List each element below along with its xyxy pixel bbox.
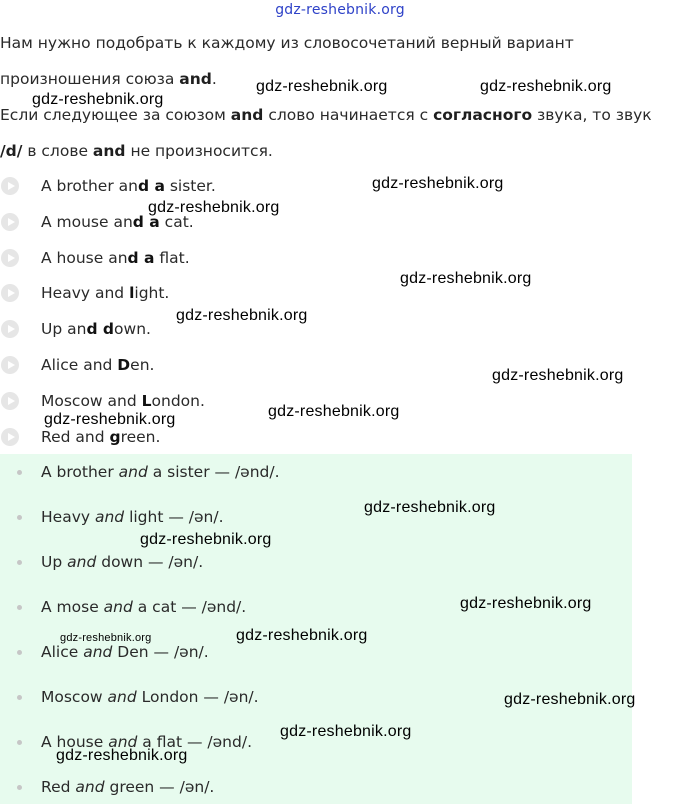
play-icon[interactable] [1, 320, 19, 338]
bullet-icon [17, 785, 22, 790]
bullet-icon [17, 695, 22, 700]
play-icon[interactable] [1, 428, 19, 446]
audio-item-text: A mouse and a cat. [41, 213, 194, 231]
answer-item [0, 775, 600, 799]
intro-line-2: произношения союза and. [0, 70, 217, 88]
watermark: gdz-reshebnik.org [268, 403, 400, 420]
watermark: gdz-reshebnik.org [140, 531, 272, 548]
bullet-icon [17, 605, 22, 610]
bullet-icon [17, 740, 22, 745]
answer-text: Moscow and London — /ən/. [41, 688, 259, 706]
intro-line-1: Нам нужно подобрать к каждому из словосочетаний верный вариант [0, 34, 574, 52]
audio-item [0, 353, 340, 377]
watermark: gdz-reshebnik.org [280, 723, 412, 740]
watermark: gdz-reshebnik.org [364, 499, 496, 516]
play-icon[interactable] [1, 177, 19, 195]
answer-text: Up and down — /ən/. [41, 553, 204, 571]
audio-item-text: Moscow and London. [41, 392, 205, 410]
watermark: gdz-reshebnik.org [400, 270, 532, 287]
audio-item-text: Alice and Den. [41, 356, 155, 374]
watermark: gdz-reshebnik.org [32, 91, 164, 108]
answer-text: Alice and Den — /ən/. [41, 643, 209, 661]
answer-text: Heavy and light — /ən/. [41, 508, 224, 526]
answer-item [0, 505, 600, 529]
watermark: gdz-reshebnik.org [372, 175, 504, 192]
bullet-icon [17, 515, 22, 520]
audio-item [0, 174, 340, 198]
play-icon[interactable] [1, 356, 19, 374]
intro-line-3: Если следующее за союзом and слово начинается с согласного звука, то звук [0, 106, 652, 124]
answer-text: A brother and a sister — /ənd/. [41, 463, 280, 481]
watermark: gdz-reshebnik.org [236, 627, 368, 644]
watermark: gdz-reshebnik.org [504, 691, 636, 708]
bullet-icon [17, 650, 22, 655]
watermark: gdz-reshebnik.org [176, 307, 308, 324]
watermark: gdz-reshebnik.org [480, 78, 612, 95]
play-icon[interactable] [1, 249, 19, 267]
audio-item-text: Heavy and light. [41, 284, 170, 302]
intro-line-4: /d/ в слове and не произносится. [0, 142, 273, 160]
watermark: gdz-reshebnik.org [60, 632, 152, 644]
answer-text: A house and a flat — /ənd/. [41, 733, 252, 751]
watermark: gdz-reshebnik.org [256, 78, 388, 95]
answer-item [0, 460, 600, 484]
watermark: gdz-reshebnik.org [148, 199, 280, 216]
audio-item [0, 246, 340, 270]
bullet-icon [17, 470, 22, 475]
answer-text: A mose and a cat — /ənd/. [41, 598, 247, 616]
audio-item-text: Up and down. [41, 320, 151, 338]
audio-item-text: A brother and a sister. [41, 177, 216, 195]
audio-item [0, 281, 340, 305]
header-watermark: gdz-reshebnik.org [275, 2, 405, 18]
answer-item [0, 550, 600, 574]
audio-item-text: Red and green. [41, 428, 161, 446]
play-icon[interactable] [1, 284, 19, 302]
bullet-icon [17, 560, 22, 565]
watermark: gdz-reshebnik.org [56, 747, 188, 764]
audio-item-text: A house and a flat. [41, 249, 190, 267]
play-icon[interactable] [1, 213, 19, 231]
watermark: gdz-reshebnik.org [460, 595, 592, 612]
play-icon[interactable] [1, 392, 19, 410]
watermark: gdz-reshebnik.org [492, 367, 624, 384]
answer-text: Red and green — /ən/. [41, 778, 215, 796]
watermark: gdz-reshebnik.org [44, 411, 176, 428]
